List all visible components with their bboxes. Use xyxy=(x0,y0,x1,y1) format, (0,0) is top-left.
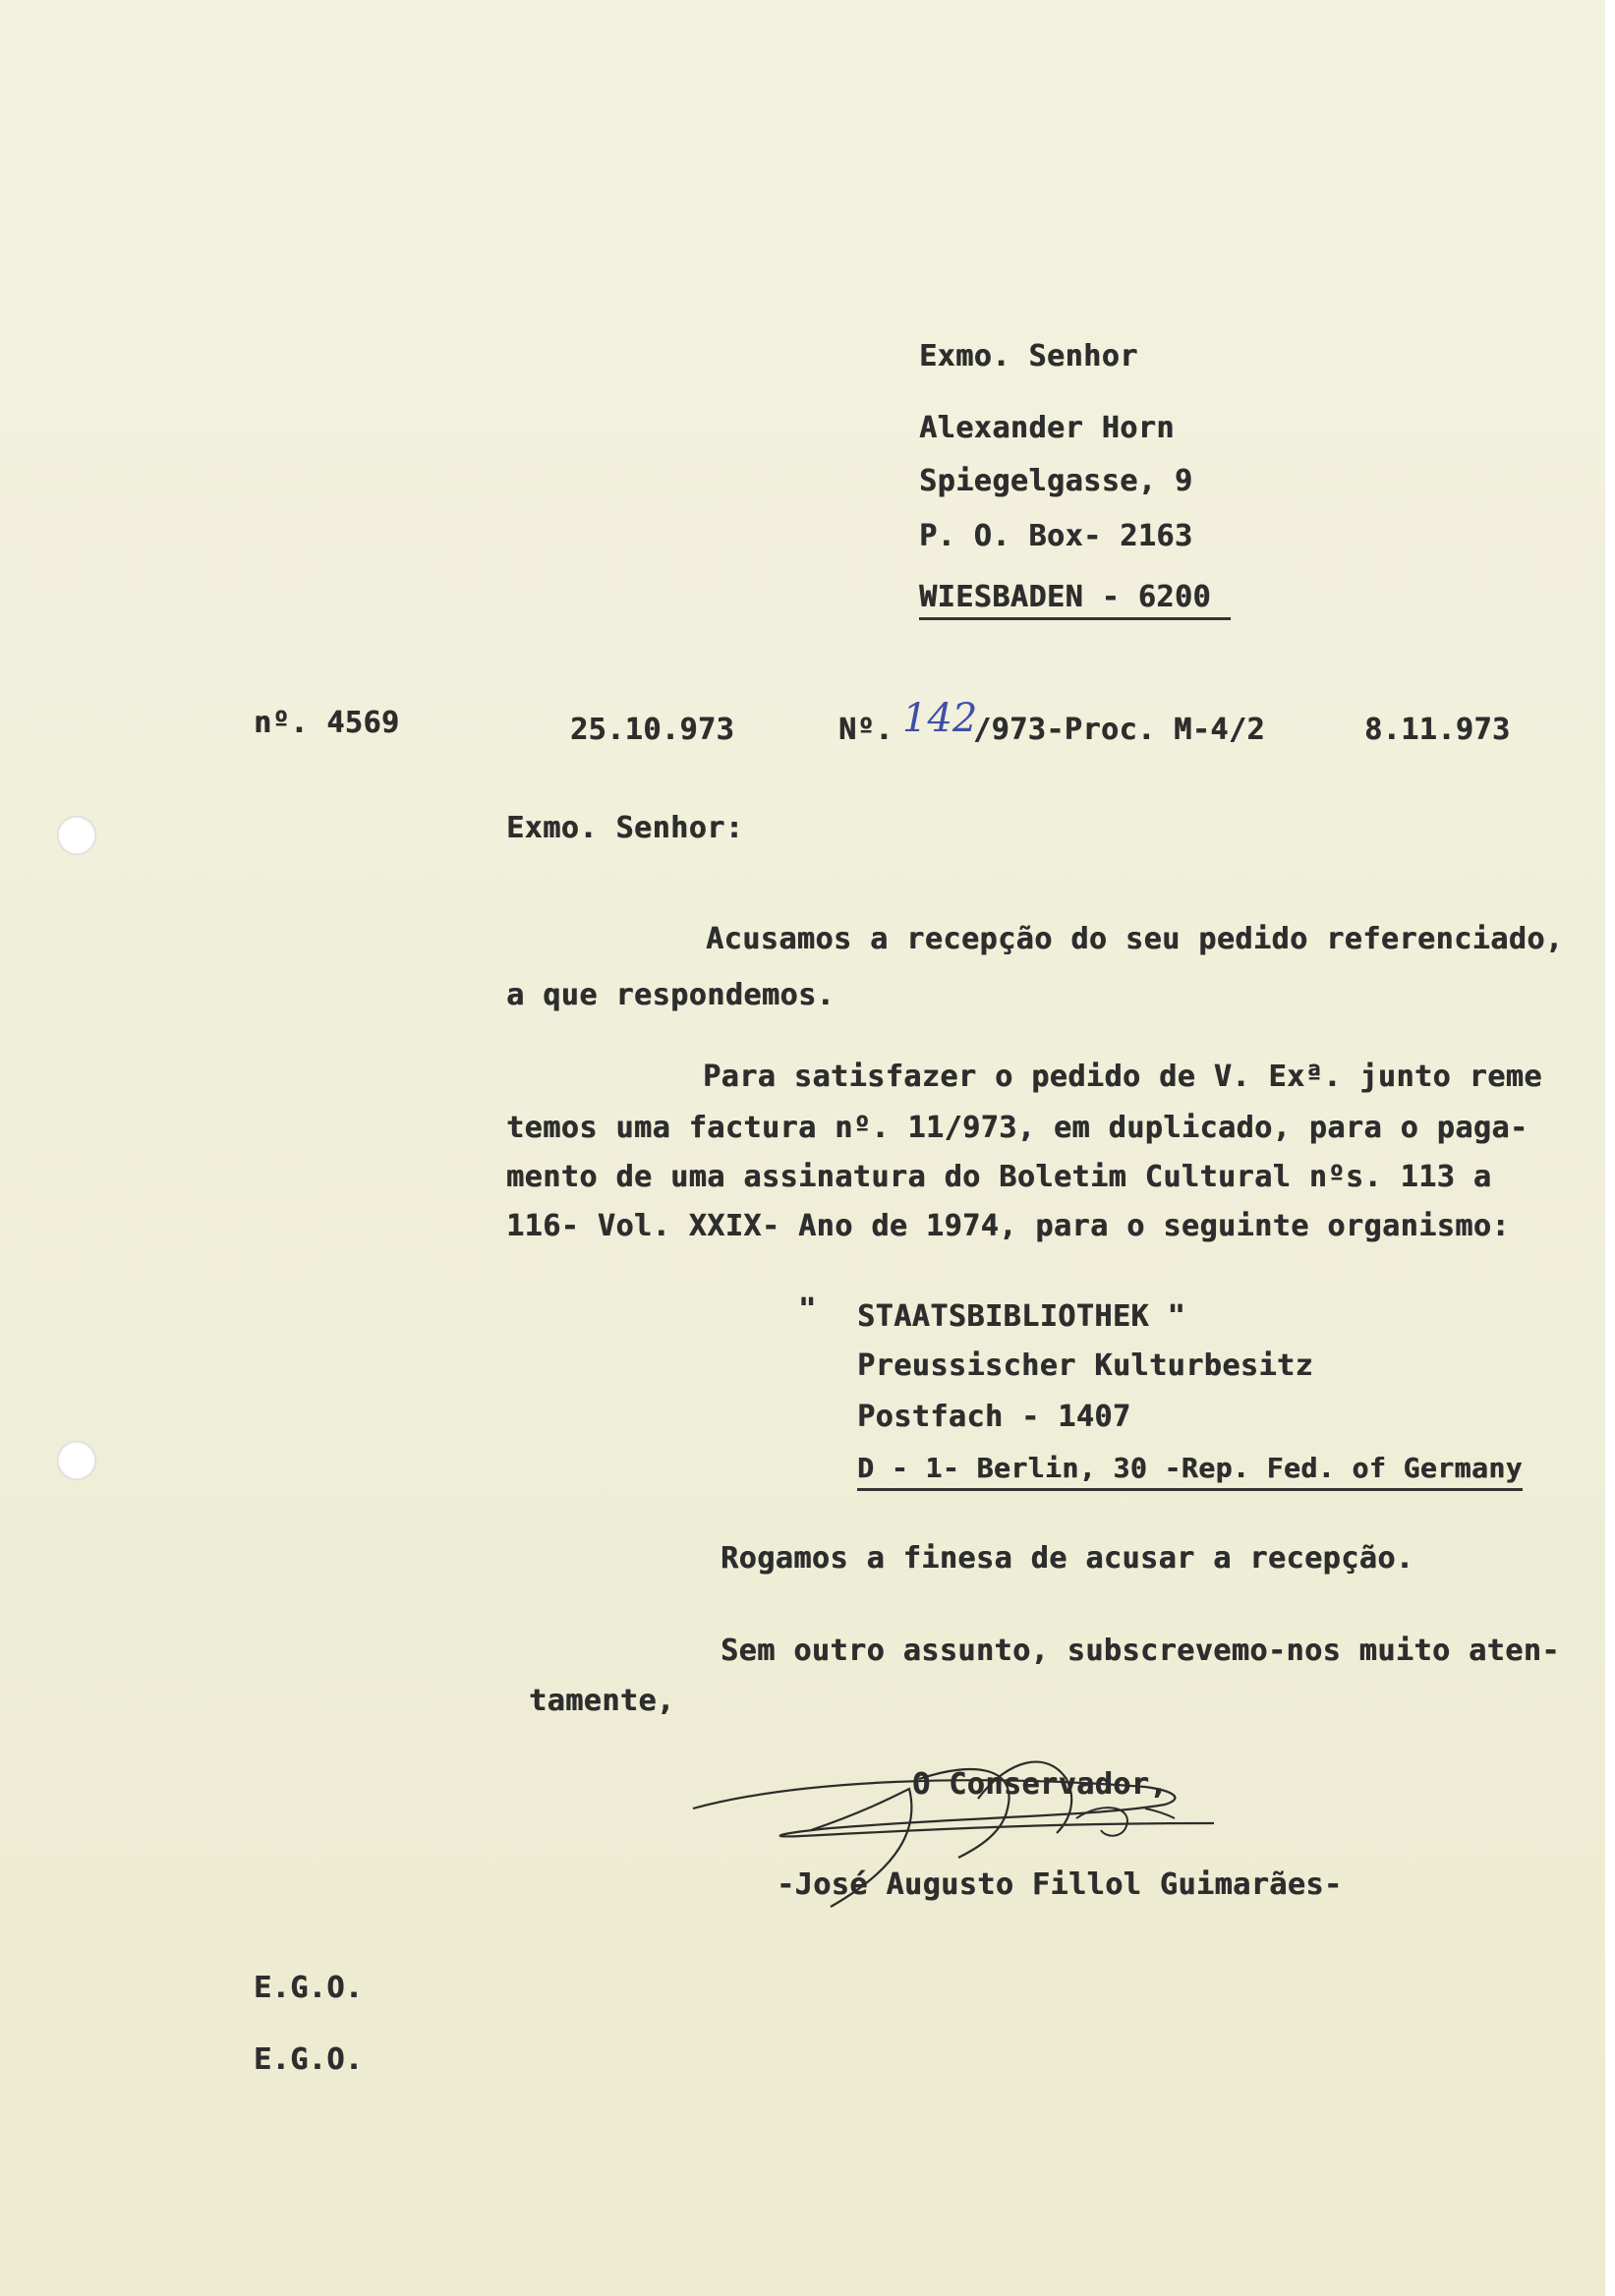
paragraph2-line1: Para satisfazer o pedido de V. Exª. junto reme xyxy=(703,1060,1542,1094)
recipient-name: Alexander Horn xyxy=(919,411,1175,445)
organism-name: STAATSBIBLIOTHEK " xyxy=(857,1299,1186,1334)
paragraph1-line2: a que respondemos. xyxy=(506,978,836,1012)
signatory-name: -José Augusto Fillol Guimarães- xyxy=(777,1867,1343,1902)
paragraph2-line2: temos uma factura nº. 11/973, em duplicado, para o paga- xyxy=(506,1111,1528,1145)
reference-handwritten-number: 142 xyxy=(902,696,978,741)
punch-hole-top xyxy=(57,816,96,855)
closing-paragraph4-line2: tamente, xyxy=(529,1684,675,1718)
recipient-street: Spiegelgasse, 9 xyxy=(919,464,1193,498)
organism-quote-mark: " xyxy=(798,1292,817,1327)
organism-line4: D - 1- Berlin, 30 -Rep. Fed. of Germany xyxy=(857,1451,1523,1491)
reference-our-number-suffix: /973-Proc. M-4/2 xyxy=(973,713,1265,747)
organism-line2: Preussischer Kulturbesitz xyxy=(857,1349,1314,1383)
paragraph2-line4: 116- Vol. XXIX- Ano de 1974, para o seguinte organismo: xyxy=(506,1209,1510,1243)
closing-paragraph3: Rogamos a finesa de acusar a recepção. xyxy=(721,1541,1414,1576)
reference-your-date: 25.10.973 xyxy=(570,713,735,747)
reference-our-date: 8.11.973 xyxy=(1364,713,1511,747)
closing-paragraph4-line1: Sem outro assunto, subscrevemo-nos muito aten- xyxy=(721,1634,1560,1668)
recipient-salutation: Exmo. Senhor xyxy=(919,339,1138,373)
signatory-title: O Conservador, xyxy=(912,1767,1168,1802)
punch-hole-bottom xyxy=(57,1441,96,1480)
greeting: Exmo. Senhor: xyxy=(506,811,744,845)
handwritten-signature xyxy=(683,1740,1234,1917)
paragraph2-line3: mento de uma assinatura do Boletim Cultural nºs. 113 a xyxy=(506,1160,1492,1194)
organism-line3: Postfach - 1407 xyxy=(857,1400,1131,1434)
reference-our-number-prefix: Nº. xyxy=(838,713,894,747)
recipient-city: WIESBADEN - 6200 xyxy=(919,580,1231,620)
reference-your-number: nº. 4569 xyxy=(254,706,400,740)
paragraph1-line1: Acusamos a recepção do seu pedido referenciado, xyxy=(706,922,1564,956)
recipient-pobox: P. O. Box- 2163 xyxy=(919,519,1193,553)
paper-edge xyxy=(1605,0,1615,2296)
footer-initials-1: E.G.O. xyxy=(254,1971,364,2005)
footer-initials-2: E.G.O. xyxy=(254,2042,364,2077)
